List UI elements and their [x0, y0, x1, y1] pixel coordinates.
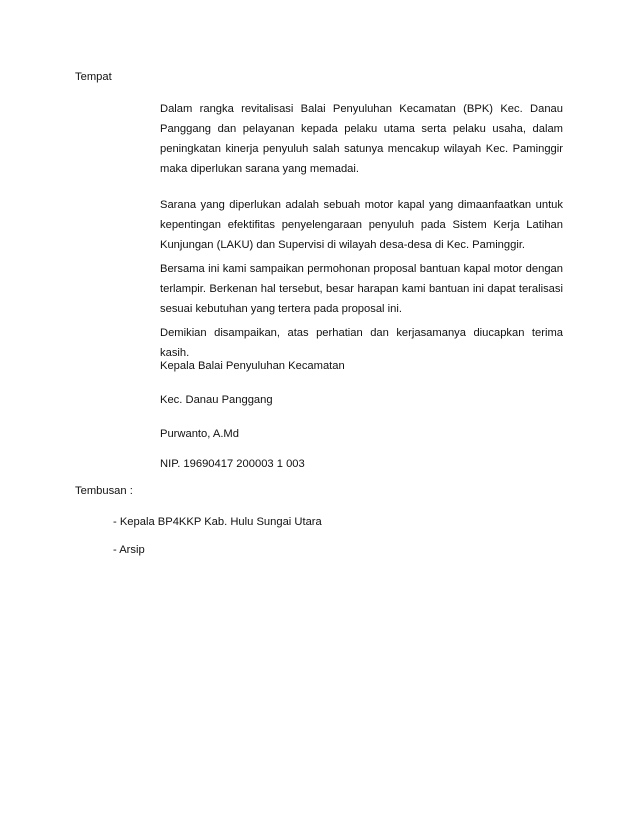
signature-nip: NIP. 19690417 200003 1 003: [160, 458, 305, 470]
carbon-copy-item: - Kepala BP4KKP Kab. Hulu Sungai Utara: [113, 516, 322, 528]
carbon-copy-heading: Tembusan :: [75, 485, 133, 497]
body-paragraph-purpose: Dalam rangka revitalisasi Balai Penyuluhan Kecamatan (BPK) Kec. Danau Panggang dan pelayanan kepada pelaku utama serta pelaku usaha, dalam peningkatan kinerja penyuluh salah satunya mencakup wilayah Kec. Paminggir maka diperlukan sarana yang memadai.: [160, 103, 563, 175]
body-paragraph-request: Bersama ini kami sampaikan permohonan proposal bantuan kapal motor dengan terlampir. Berkenan hal tersebut, besar harapan kami bantuan ini dapat teralisasi sesuai kebutuhan yang tertera pada proposal ini.: [160, 263, 563, 315]
body-paragraph-closing: Demikian disampaikan, atas perhatian dan kerjasamanya diucapkan terima kasih.: [160, 327, 563, 359]
signature-area: Kec. Danau Panggang: [160, 394, 273, 406]
body-paragraph-facility: Sarana yang diperlukan adalah sebuah motor kapal yang dimaanfaatkan untuk kepentingan efektifitas penyelengaraan penyuluh pada Sistem Kerja Latihan Kunjungan (LAKU) dan Supervisi di wilayah desa-desa di Kec. Paminggir.: [160, 199, 563, 251]
signature-name: Purwanto, A.Md: [160, 428, 239, 440]
carbon-copy-item: - Arsip: [113, 544, 145, 556]
signature-title: Kepala Balai Penyuluhan Kecamatan: [160, 360, 345, 372]
place-label: Tempat: [75, 71, 112, 83]
